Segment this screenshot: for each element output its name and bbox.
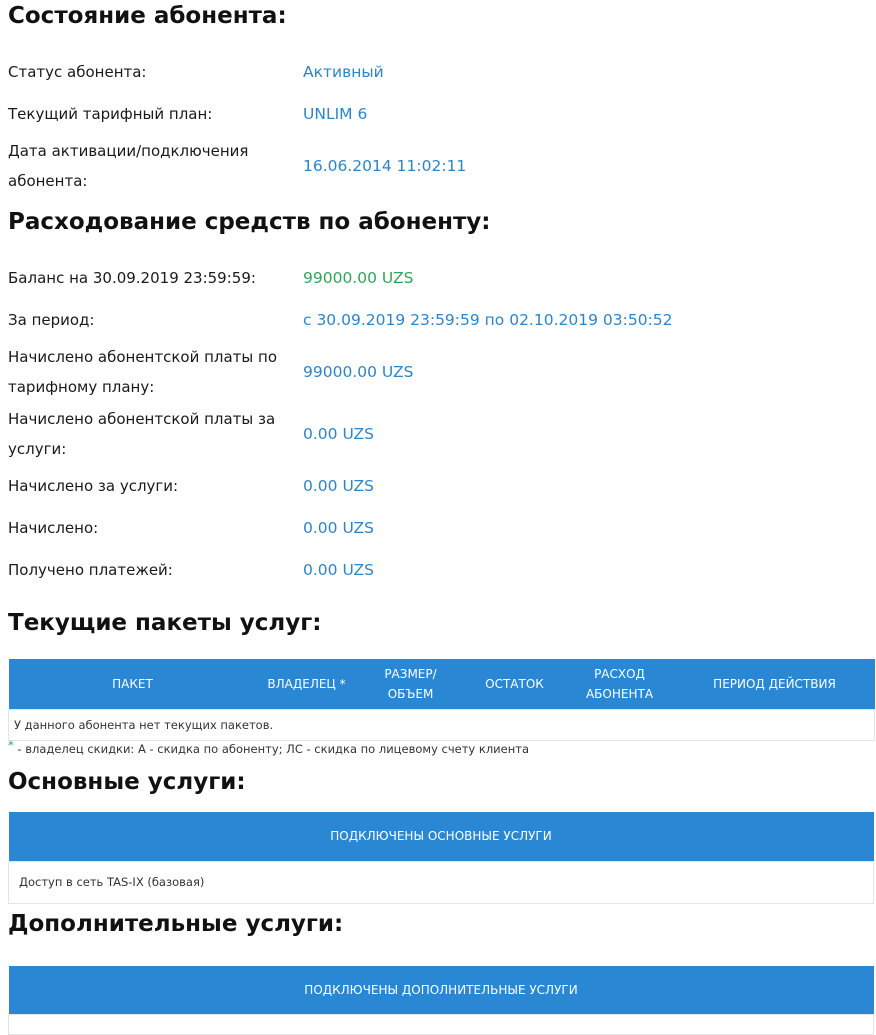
status-value: Активный <box>303 63 384 81</box>
extra-services-table <box>8 966 874 1035</box>
extra-services-header: ПОДКЛЮЧЕНЫ ДОПОЛНИТЕЛЬНЫЕ УСЛУГИ <box>9 966 874 1014</box>
col-header-validity[interactable]: ПЕРИОД ДЕЙСТВИЯ <box>675 659 875 709</box>
payments-label: Получено платежей: <box>8 561 173 579</box>
note-text: - владелец скидки: А - скидка по абоненту; ЛС - скидка по лицевому счету клиента <box>13 742 529 756</box>
section-title-spending: Расходование средств по абоненту: <box>8 209 491 235</box>
section-title-basic-services: Основные услуги: <box>8 769 246 795</box>
section-title-status: Состояние абонента: <box>8 3 287 29</box>
col-header-usage[interactable]: РАСХОД АБОНЕНТА <box>565 659 675 709</box>
owner-note <box>8 738 529 757</box>
services-fee-value: 0.00 UZS <box>303 425 374 443</box>
tariff-fee-value: 99000.00 UZS <box>303 363 414 381</box>
balance-value: 99000.00 UZS <box>303 269 414 287</box>
balance-label: Баланс на 30.09.2019 23:59:59: <box>8 269 256 287</box>
tariff-value: UNLIM 6 <box>303 105 368 123</box>
tariff-fee-label: Начислено абонентской платы по тарифному плану: <box>8 348 278 396</box>
status-label: Статус абонента: <box>8 63 147 81</box>
basic-services-table <box>8 812 874 904</box>
activation-date-value: 16.06.2014 11:02:11 <box>303 157 467 175</box>
col-header-package[interactable]: ПАКЕТ <box>9 659 257 709</box>
basic-services-header: ПОДКЛЮЧЕНЫ ОСНОВНЫЕ УСЛУГИ <box>9 812 874 861</box>
period-value: с 30.09.2019 23:59:59 по 02.10.2019 03:50:52 <box>303 311 673 329</box>
packages-table <box>8 659 875 741</box>
activation-date-label: Дата активации/подключения абонента: <box>8 142 249 190</box>
packages-empty-message: У данного абонента нет текущих пакетов. <box>9 709 875 740</box>
services-fee-label: Начислено абонентской платы за услуги: <box>8 410 276 458</box>
col-header-remaining[interactable]: ОСТАТОК <box>465 659 565 709</box>
services-charged-value: 0.00 UZS <box>303 477 374 495</box>
extra-services-empty-row <box>9 1014 874 1034</box>
col-header-size[interactable]: РАЗМЕР/ ОБЪЕМ <box>357 659 465 709</box>
section-title-packages: Текущие пакеты услуг: <box>8 610 322 636</box>
period-label: За период: <box>8 311 95 329</box>
charged-label: Начислено: <box>8 519 99 537</box>
basic-service-item: Доступ в сеть TAS-IX (базовая) <box>9 861 874 903</box>
col-header-owner[interactable]: ВЛАДЕЛЕЦ * <box>257 659 357 709</box>
services-charged-label: Начислено за услуги: <box>8 477 179 495</box>
tariff-label: Текущий тарифный план: <box>8 105 213 123</box>
charged-value: 0.00 UZS <box>303 519 374 537</box>
note-asterisk: * <box>8 738 14 752</box>
section-title-extra-services: Дополнительные услуги: <box>8 911 344 937</box>
payments-value: 0.00 UZS <box>303 561 374 579</box>
